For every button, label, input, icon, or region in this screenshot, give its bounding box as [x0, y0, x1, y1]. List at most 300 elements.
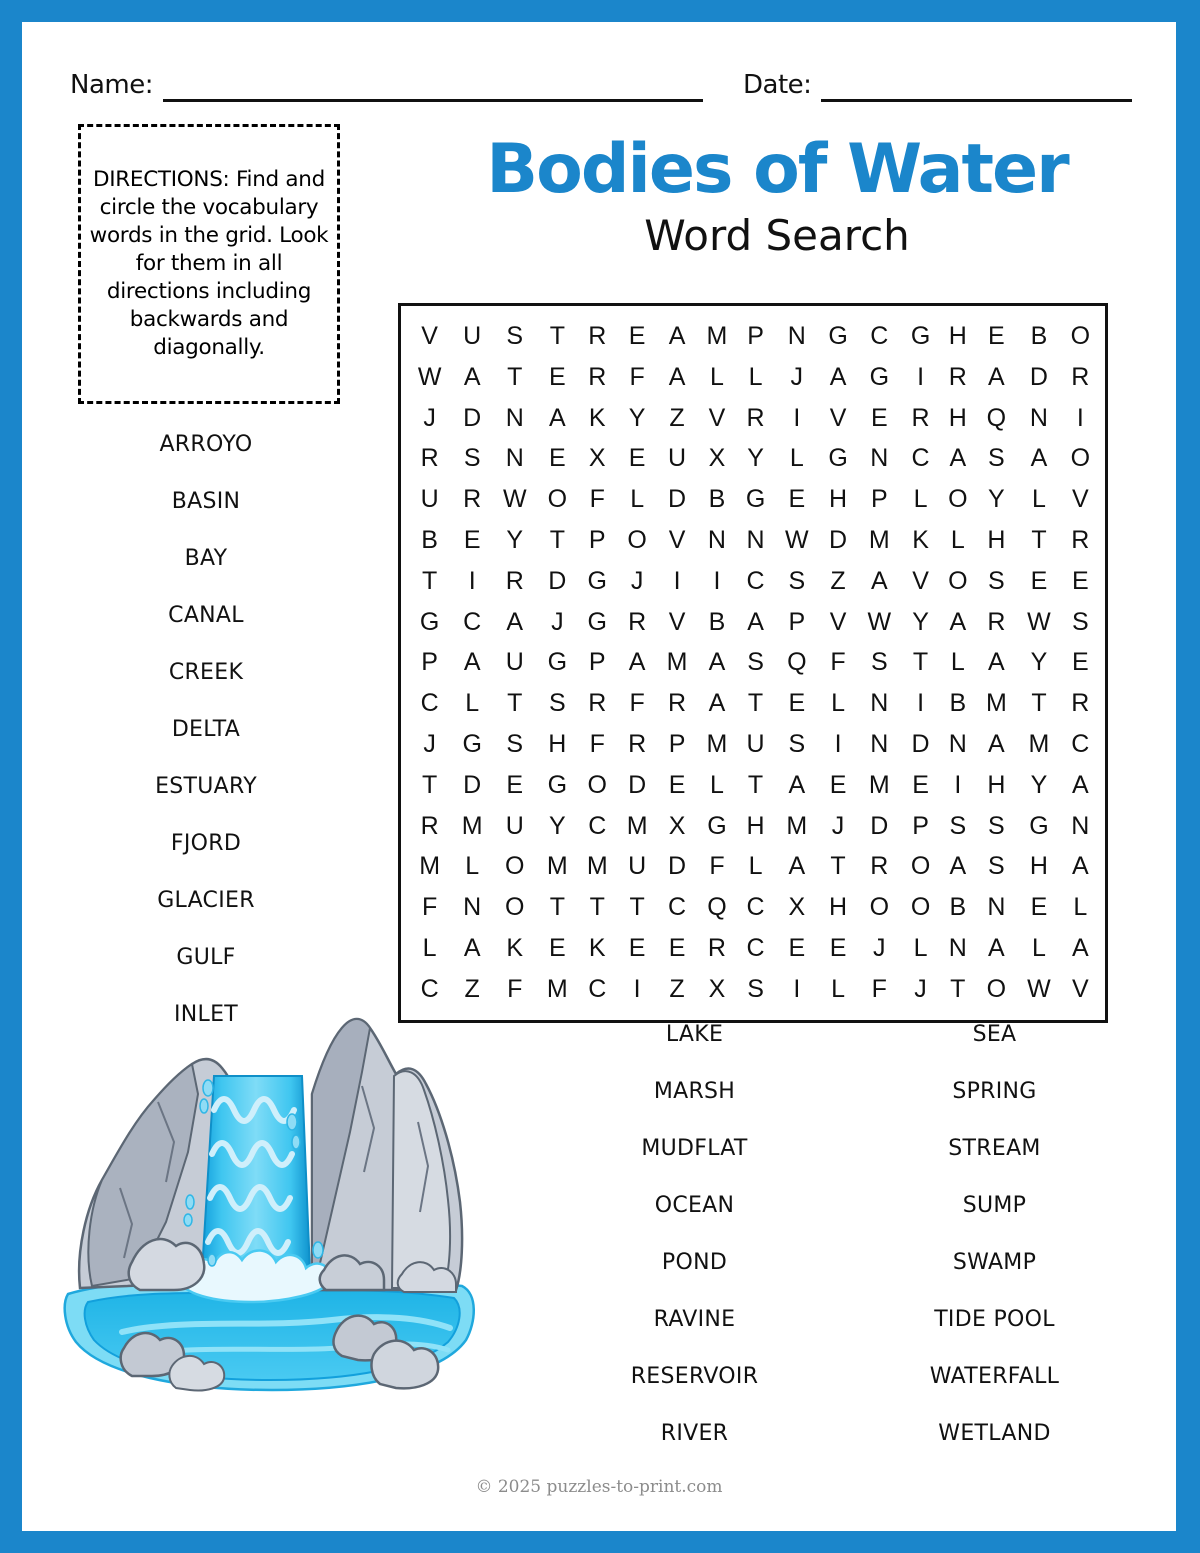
- word-list-item[interactable]: FJORD: [170, 831, 242, 856]
- grid-cell[interactable]: N: [1029, 403, 1048, 432]
- grid-cell[interactable]: I: [673, 566, 681, 595]
- grid-cell[interactable]: L: [913, 485, 928, 514]
- grid-cell[interactable]: L: [1032, 485, 1046, 514]
- grid-cell[interactable]: U: [668, 444, 687, 473]
- grid-cell[interactable]: V: [829, 403, 847, 432]
- grid-cell[interactable]: M: [706, 321, 728, 350]
- grid-cell[interactable]: I: [917, 689, 925, 718]
- grid-cell[interactable]: M: [868, 770, 890, 799]
- grid-cell[interactable]: S: [548, 689, 566, 718]
- grid-cell[interactable]: K: [912, 525, 929, 554]
- grid-cell[interactable]: V: [1071, 975, 1089, 1003]
- grid-cell[interactable]: A: [829, 362, 847, 391]
- grid-cell[interactable]: R: [628, 607, 647, 636]
- word-list-item[interactable]: LAKE: [665, 1022, 724, 1047]
- grid-cell[interactable]: A: [747, 607, 764, 636]
- grid-cell[interactable]: T: [747, 770, 764, 799]
- word-list-item[interactable]: BAY: [184, 546, 228, 571]
- grid-cell[interactable]: A: [1071, 852, 1089, 881]
- grid-cell[interactable]: R: [911, 403, 930, 432]
- grid-cell[interactable]: R: [588, 362, 607, 391]
- grid-cell[interactable]: A: [988, 730, 1005, 759]
- grid-cell[interactable]: U: [505, 648, 524, 677]
- grid-cell[interactable]: T: [747, 689, 764, 718]
- grid-cell[interactable]: T: [507, 362, 523, 391]
- grid-cell[interactable]: E: [668, 934, 686, 963]
- grid-cell[interactable]: D: [463, 770, 482, 799]
- grid-cell[interactable]: W: [502, 485, 527, 514]
- grid-cell[interactable]: N: [787, 321, 806, 350]
- word-list-item[interactable]: SEA: [972, 1022, 1017, 1047]
- grid-cell[interactable]: W: [1027, 975, 1051, 1003]
- grid-cell[interactable]: X: [708, 975, 726, 1003]
- grid-cell[interactable]: R: [588, 689, 607, 718]
- grid-cell[interactable]: E: [628, 321, 646, 350]
- grid-cell[interactable]: U: [746, 730, 765, 759]
- grid-cell[interactable]: S: [988, 811, 1005, 840]
- grid-cell[interactable]: D: [911, 730, 930, 759]
- grid-cell[interactable]: C: [911, 444, 930, 473]
- grid-cell[interactable]: O: [505, 852, 525, 881]
- grid-cell[interactable]: B: [708, 607, 726, 636]
- grid-cell[interactable]: O: [1070, 444, 1091, 473]
- grid-cell[interactable]: G: [587, 566, 607, 595]
- grid-cell[interactable]: Z: [669, 975, 685, 1003]
- grid-cell[interactable]: H: [746, 811, 765, 840]
- grid-cell[interactable]: N: [948, 730, 967, 759]
- grid-cell[interactable]: P: [421, 648, 438, 677]
- grid-cell[interactable]: L: [789, 444, 804, 473]
- grid-cell[interactable]: P: [870, 485, 888, 514]
- grid-cell[interactable]: J: [630, 566, 644, 595]
- grid-cell[interactable]: G: [587, 607, 607, 636]
- grid-cell[interactable]: L: [465, 689, 480, 718]
- grid-cell[interactable]: V: [668, 607, 686, 636]
- grid-cell[interactable]: C: [870, 321, 889, 350]
- grid-cell[interactable]: J: [423, 403, 436, 432]
- grid-cell[interactable]: S: [463, 444, 481, 473]
- grid-cell[interactable]: U: [463, 321, 482, 350]
- grid-cell[interactable]: R: [668, 689, 687, 718]
- grid-cell[interactable]: S: [949, 811, 967, 840]
- grid-cell[interactable]: L: [422, 934, 437, 963]
- grid-cell[interactable]: Q: [787, 648, 807, 677]
- grid-cell[interactable]: S: [1071, 607, 1089, 636]
- grid-cell[interactable]: C: [588, 975, 607, 1003]
- grid-cell[interactable]: F: [629, 362, 645, 391]
- grid-cell[interactable]: P: [912, 811, 929, 840]
- grid-cell[interactable]: H: [987, 770, 1006, 799]
- grid-cell[interactable]: L: [710, 770, 724, 799]
- grid-cell[interactable]: S: [788, 730, 806, 759]
- grid-cell[interactable]: M: [461, 811, 483, 840]
- grid-cell[interactable]: G: [1029, 811, 1049, 840]
- grid-cell[interactable]: E: [912, 770, 929, 799]
- word-search-grid[interactable]: [398, 303, 1108, 1023]
- grid-cell[interactable]: G: [707, 811, 727, 840]
- grid-cell[interactable]: L: [748, 852, 763, 881]
- grid-cell[interactable]: F: [709, 852, 725, 881]
- grid-cell[interactable]: P: [788, 607, 806, 636]
- grid-cell[interactable]: S: [870, 648, 888, 677]
- grid-cell[interactable]: Y: [548, 811, 566, 840]
- word-list-item[interactable]: MARSH: [653, 1079, 736, 1104]
- grid-cell[interactable]: Z: [669, 403, 685, 432]
- grid-cell[interactable]: W: [784, 525, 809, 554]
- grid-cell[interactable]: S: [506, 321, 524, 350]
- grid-cell[interactable]: R: [420, 444, 439, 473]
- grid-cell[interactable]: T: [1031, 525, 1047, 554]
- grid-cell[interactable]: B: [1030, 321, 1048, 350]
- grid-cell[interactable]: M: [868, 525, 890, 554]
- grid-cell[interactable]: H: [1029, 852, 1048, 881]
- grid-cell[interactable]: P: [747, 321, 764, 350]
- grid-cell[interactable]: K: [588, 403, 606, 432]
- word-list-item[interactable]: SUMP: [962, 1193, 1027, 1218]
- grid-cell[interactable]: F: [507, 975, 523, 1003]
- word-list-item[interactable]: MUDFLAT: [641, 1136, 748, 1161]
- grid-cell[interactable]: G: [745, 485, 766, 514]
- grid-cell[interactable]: C: [746, 934, 765, 963]
- grid-cell[interactable]: E: [548, 362, 566, 391]
- grid-cell[interactable]: C: [463, 607, 482, 636]
- grid-cell[interactable]: Y: [628, 403, 646, 432]
- grid-cell[interactable]: W: [417, 362, 442, 391]
- grid-cell[interactable]: T: [549, 321, 565, 350]
- word-list-item[interactable]: CREEK: [168, 660, 244, 685]
- grid-cell[interactable]: H: [948, 321, 967, 350]
- grid-cell[interactable]: E: [1030, 893, 1048, 922]
- grid-cell[interactable]: U: [505, 811, 524, 840]
- grid-cell[interactable]: S: [988, 566, 1005, 595]
- grid-cell[interactable]: A: [988, 934, 1005, 963]
- grid-cell[interactable]: M: [626, 811, 648, 840]
- grid-cell[interactable]: E: [668, 770, 686, 799]
- name-input-line[interactable]: [163, 72, 703, 102]
- grid-cell[interactable]: Y: [747, 444, 764, 473]
- date-input-line[interactable]: [821, 72, 1132, 102]
- grid-cell[interactable]: H: [987, 525, 1006, 554]
- grid-cell[interactable]: D: [548, 566, 567, 595]
- grid-cell[interactable]: A: [1071, 934, 1089, 963]
- grid-cell[interactable]: O: [587, 770, 607, 799]
- grid-cell[interactable]: L: [831, 689, 845, 718]
- grid-cell[interactable]: A: [463, 934, 481, 963]
- grid-cell[interactable]: N: [707, 525, 726, 554]
- grid-cell[interactable]: N: [870, 689, 889, 718]
- grid-cell[interactable]: B: [949, 689, 967, 718]
- grid-cell[interactable]: E: [788, 485, 806, 514]
- grid-cell[interactable]: D: [870, 811, 889, 840]
- grid-cell[interactable]: Y: [988, 485, 1005, 514]
- grid-cell[interactable]: J: [423, 730, 436, 759]
- grid-cell[interactable]: A: [949, 852, 967, 881]
- grid-cell[interactable]: E: [788, 689, 806, 718]
- grid-cell[interactable]: T: [549, 893, 565, 922]
- grid-cell[interactable]: N: [463, 893, 482, 922]
- grid-cell[interactable]: A: [949, 444, 967, 473]
- grid-cell[interactable]: T: [549, 525, 565, 554]
- grid-cell[interactable]: A: [870, 566, 888, 595]
- grid-cell[interactable]: E: [1071, 648, 1089, 677]
- grid-cell[interactable]: N: [1071, 811, 1090, 840]
- grid-cell[interactable]: J: [914, 975, 927, 1003]
- grid-cell[interactable]: D: [668, 485, 687, 514]
- word-list-item[interactable]: DELTA: [171, 717, 241, 742]
- grid-cell[interactable]: R: [948, 362, 967, 391]
- grid-cell[interactable]: L: [831, 975, 845, 1003]
- grid-cell[interactable]: C: [746, 566, 765, 595]
- grid-cell[interactable]: B: [708, 485, 726, 514]
- grid-cell[interactable]: V: [708, 403, 726, 432]
- grid-cell[interactable]: G: [547, 648, 568, 677]
- grid-cell[interactable]: M: [985, 689, 1007, 718]
- word-list-item[interactable]: WATERFALL: [929, 1364, 1060, 1389]
- grid-cell[interactable]: C: [420, 689, 439, 718]
- grid-cell[interactable]: O: [948, 566, 968, 595]
- grid-cell[interactable]: E: [988, 321, 1005, 350]
- grid-cell[interactable]: S: [747, 975, 764, 1003]
- grid-cell[interactable]: T: [629, 893, 645, 922]
- grid-cell[interactable]: S: [988, 852, 1005, 881]
- grid-cell[interactable]: N: [870, 730, 889, 759]
- grid-cell[interactable]: V: [421, 321, 438, 350]
- grid-cell[interactable]: R: [463, 485, 482, 514]
- grid-cell[interactable]: X: [588, 444, 606, 473]
- grid-cell[interactable]: I: [793, 403, 801, 432]
- grid-cell[interactable]: M: [706, 730, 728, 759]
- grid-cell[interactable]: A: [949, 607, 967, 636]
- grid-cell[interactable]: O: [948, 485, 968, 514]
- grid-cell[interactable]: A: [628, 648, 646, 677]
- grid-cell[interactable]: S: [788, 566, 806, 595]
- grid-cell[interactable]: E: [1071, 566, 1089, 595]
- grid-cell[interactable]: E: [870, 403, 888, 432]
- grid-cell[interactable]: P: [588, 648, 606, 677]
- grid-cell[interactable]: Y: [1030, 770, 1048, 799]
- grid-cell[interactable]: I: [834, 730, 842, 759]
- grid-cell[interactable]: R: [628, 730, 647, 759]
- grid-cell[interactable]: R: [420, 811, 439, 840]
- grid-cell[interactable]: O: [910, 893, 931, 922]
- grid-cell[interactable]: A: [1071, 770, 1089, 799]
- grid-cell[interactable]: E: [628, 934, 646, 963]
- grid-cell[interactable]: T: [421, 770, 438, 799]
- grid-cell[interactable]: N: [948, 934, 967, 963]
- grid-cell[interactable]: N: [505, 403, 524, 432]
- grid-cell[interactable]: O: [1070, 321, 1091, 350]
- grid-cell[interactable]: M: [419, 852, 441, 881]
- grid-cell[interactable]: P: [668, 730, 686, 759]
- grid-cell[interactable]: A: [668, 362, 686, 391]
- word-list-item[interactable]: RAVINE: [653, 1307, 736, 1332]
- grid-cell[interactable]: M: [1028, 730, 1050, 759]
- grid-cell[interactable]: L: [465, 852, 480, 881]
- grid-cell[interactable]: C: [420, 975, 439, 1003]
- grid-cell[interactable]: N: [987, 893, 1006, 922]
- grid-cell[interactable]: O: [869, 893, 890, 922]
- word-list-item[interactable]: STREAM: [948, 1136, 1041, 1161]
- grid-cell[interactable]: G: [828, 444, 848, 473]
- grid-cell[interactable]: V: [1071, 485, 1089, 514]
- grid-cell[interactable]: I: [1076, 403, 1084, 432]
- grid-cell[interactable]: I: [713, 566, 721, 595]
- grid-cell[interactable]: C: [1071, 730, 1090, 759]
- grid-cell[interactable]: T: [507, 689, 523, 718]
- grid-cell[interactable]: F: [589, 485, 605, 514]
- word-list-item[interactable]: WETLAND: [938, 1421, 1051, 1446]
- grid-cell[interactable]: M: [786, 811, 808, 840]
- grid-cell[interactable]: I: [793, 975, 801, 1003]
- grid-cell[interactable]: R: [987, 607, 1006, 636]
- grid-cell[interactable]: H: [948, 403, 967, 432]
- grid-cell[interactable]: R: [588, 321, 607, 350]
- grid-cell[interactable]: E: [548, 934, 566, 963]
- word-list-item[interactable]: OCEAN: [654, 1193, 735, 1218]
- grid-cell[interactable]: E: [548, 444, 566, 473]
- grid-cell[interactable]: Y: [1030, 648, 1048, 677]
- grid-cell[interactable]: H: [829, 485, 848, 514]
- grid-cell[interactable]: Y: [912, 607, 929, 636]
- grid-cell[interactable]: E: [628, 444, 646, 473]
- grid-cell[interactable]: H: [548, 730, 567, 759]
- grid-cell[interactable]: G: [910, 321, 931, 350]
- grid-cell[interactable]: T: [830, 852, 846, 881]
- grid-cell[interactable]: I: [468, 566, 476, 595]
- grid-cell[interactable]: C: [668, 893, 687, 922]
- grid-cell[interactable]: R: [505, 566, 524, 595]
- word-list-item[interactable]: RIVER: [660, 1421, 729, 1446]
- grid-cell[interactable]: I: [633, 975, 641, 1003]
- grid-cell[interactable]: G: [547, 770, 568, 799]
- grid-cell[interactable]: X: [668, 811, 686, 840]
- grid-cell[interactable]: N: [870, 444, 889, 473]
- grid-cell[interactable]: T: [421, 566, 438, 595]
- grid-cell[interactable]: F: [871, 975, 887, 1003]
- grid-cell[interactable]: N: [505, 444, 524, 473]
- grid-cell[interactable]: J: [831, 811, 845, 840]
- grid-cell[interactable]: I: [954, 770, 962, 799]
- grid-cell[interactable]: L: [1073, 893, 1088, 922]
- grid-cell[interactable]: R: [707, 934, 726, 963]
- grid-cell[interactable]: V: [668, 525, 686, 554]
- grid-cell[interactable]: T: [912, 648, 929, 677]
- grid-cell[interactable]: Q: [986, 403, 1007, 432]
- grid-cell[interactable]: F: [830, 648, 846, 677]
- word-list-item[interactable]: SPRING: [952, 1079, 1037, 1104]
- grid-cell[interactable]: R: [1071, 525, 1090, 554]
- grid-cell[interactable]: A: [463, 362, 481, 391]
- grid-cell[interactable]: T: [950, 975, 966, 1003]
- grid-cell[interactable]: A: [463, 648, 481, 677]
- grid-cell[interactable]: V: [912, 566, 929, 595]
- grid-cell[interactable]: R: [1071, 689, 1090, 718]
- grid-cell[interactable]: M: [666, 648, 688, 677]
- grid-cell[interactable]: N: [746, 525, 765, 554]
- grid-cell[interactable]: O: [627, 525, 647, 554]
- grid-cell[interactable]: S: [506, 730, 524, 759]
- grid-cell[interactable]: K: [588, 934, 606, 963]
- word-list-item[interactable]: TIDE POOL: [934, 1307, 1055, 1332]
- grid-cell[interactable]: X: [708, 444, 726, 473]
- grid-cell[interactable]: R: [1071, 362, 1090, 391]
- grid-cell[interactable]: U: [628, 852, 647, 881]
- grid-cell[interactable]: T: [1031, 689, 1047, 718]
- grid-cell[interactable]: W: [1027, 607, 1051, 636]
- grid-cell[interactable]: A: [788, 852, 806, 881]
- grid-cell[interactable]: L: [913, 934, 928, 963]
- grid-cell[interactable]: E: [1030, 566, 1048, 595]
- grid-cell[interactable]: U: [420, 485, 439, 514]
- grid-cell[interactable]: E: [829, 934, 847, 963]
- grid-cell[interactable]: J: [873, 934, 886, 963]
- word-list-item[interactable]: RESERVOIR: [630, 1364, 759, 1389]
- grid-cell[interactable]: O: [547, 485, 568, 514]
- grid-cell[interactable]: T: [589, 893, 605, 922]
- grid-cell[interactable]: A: [548, 403, 566, 432]
- grid-cell[interactable]: B: [421, 525, 438, 554]
- word-list-item[interactable]: INLET: [173, 1002, 239, 1027]
- grid-cell[interactable]: Y: [506, 525, 524, 554]
- grid-cell[interactable]: C: [746, 893, 765, 922]
- grid-cell[interactable]: H: [829, 893, 848, 922]
- grid-cell[interactable]: M: [546, 852, 568, 881]
- grid-cell[interactable]: E: [506, 770, 524, 799]
- grid-cell[interactable]: M: [586, 852, 608, 881]
- grid-cell[interactable]: E: [463, 525, 481, 554]
- grid-cell[interactable]: O: [986, 975, 1007, 1003]
- word-list-item[interactable]: BASIN: [171, 489, 241, 514]
- grid-cell[interactable]: R: [870, 852, 889, 881]
- grid-cell[interactable]: F: [589, 730, 605, 759]
- grid-cell[interactable]: O: [505, 893, 525, 922]
- grid-cell[interactable]: S: [747, 648, 764, 677]
- grid-cell[interactable]: Z: [830, 566, 846, 595]
- grid-cell[interactable]: R: [746, 403, 765, 432]
- grid-cell[interactable]: I: [917, 362, 925, 391]
- grid-cell[interactable]: A: [988, 648, 1005, 677]
- grid-cell[interactable]: A: [988, 362, 1005, 391]
- word-list-item[interactable]: SWAMP: [952, 1250, 1037, 1275]
- grid-cell[interactable]: S: [988, 444, 1005, 473]
- grid-cell[interactable]: A: [668, 321, 686, 350]
- grid-cell[interactable]: A: [708, 648, 726, 677]
- grid-cell[interactable]: J: [790, 362, 804, 391]
- grid-cell[interactable]: G: [462, 730, 482, 759]
- word-list-item[interactable]: GLACIER: [157, 888, 255, 913]
- grid-cell[interactable]: L: [950, 648, 965, 677]
- grid-cell[interactable]: F: [629, 689, 645, 718]
- grid-cell[interactable]: L: [1032, 934, 1046, 963]
- grid-cell[interactable]: A: [1030, 444, 1048, 473]
- grid-cell[interactable]: L: [748, 362, 763, 391]
- grid-cell[interactable]: F: [421, 893, 438, 922]
- word-list-item[interactable]: ESTUARY: [155, 774, 257, 799]
- grid-cell[interactable]: Z: [464, 975, 480, 1003]
- grid-cell[interactable]: A: [788, 770, 806, 799]
- grid-cell[interactable]: B: [949, 893, 967, 922]
- grid-cell[interactable]: O: [910, 852, 931, 881]
- grid-cell[interactable]: Q: [707, 893, 727, 922]
- grid-cell[interactable]: W: [867, 607, 892, 636]
- grid-cell[interactable]: L: [950, 525, 965, 554]
- grid-cell[interactable]: G: [869, 362, 890, 391]
- grid-cell[interactable]: L: [710, 362, 724, 391]
- grid-cell[interactable]: G: [828, 321, 848, 350]
- grid-cell[interactable]: K: [506, 934, 524, 963]
- grid-cell[interactable]: E: [788, 934, 806, 963]
- grid-cell[interactable]: D: [1029, 362, 1048, 391]
